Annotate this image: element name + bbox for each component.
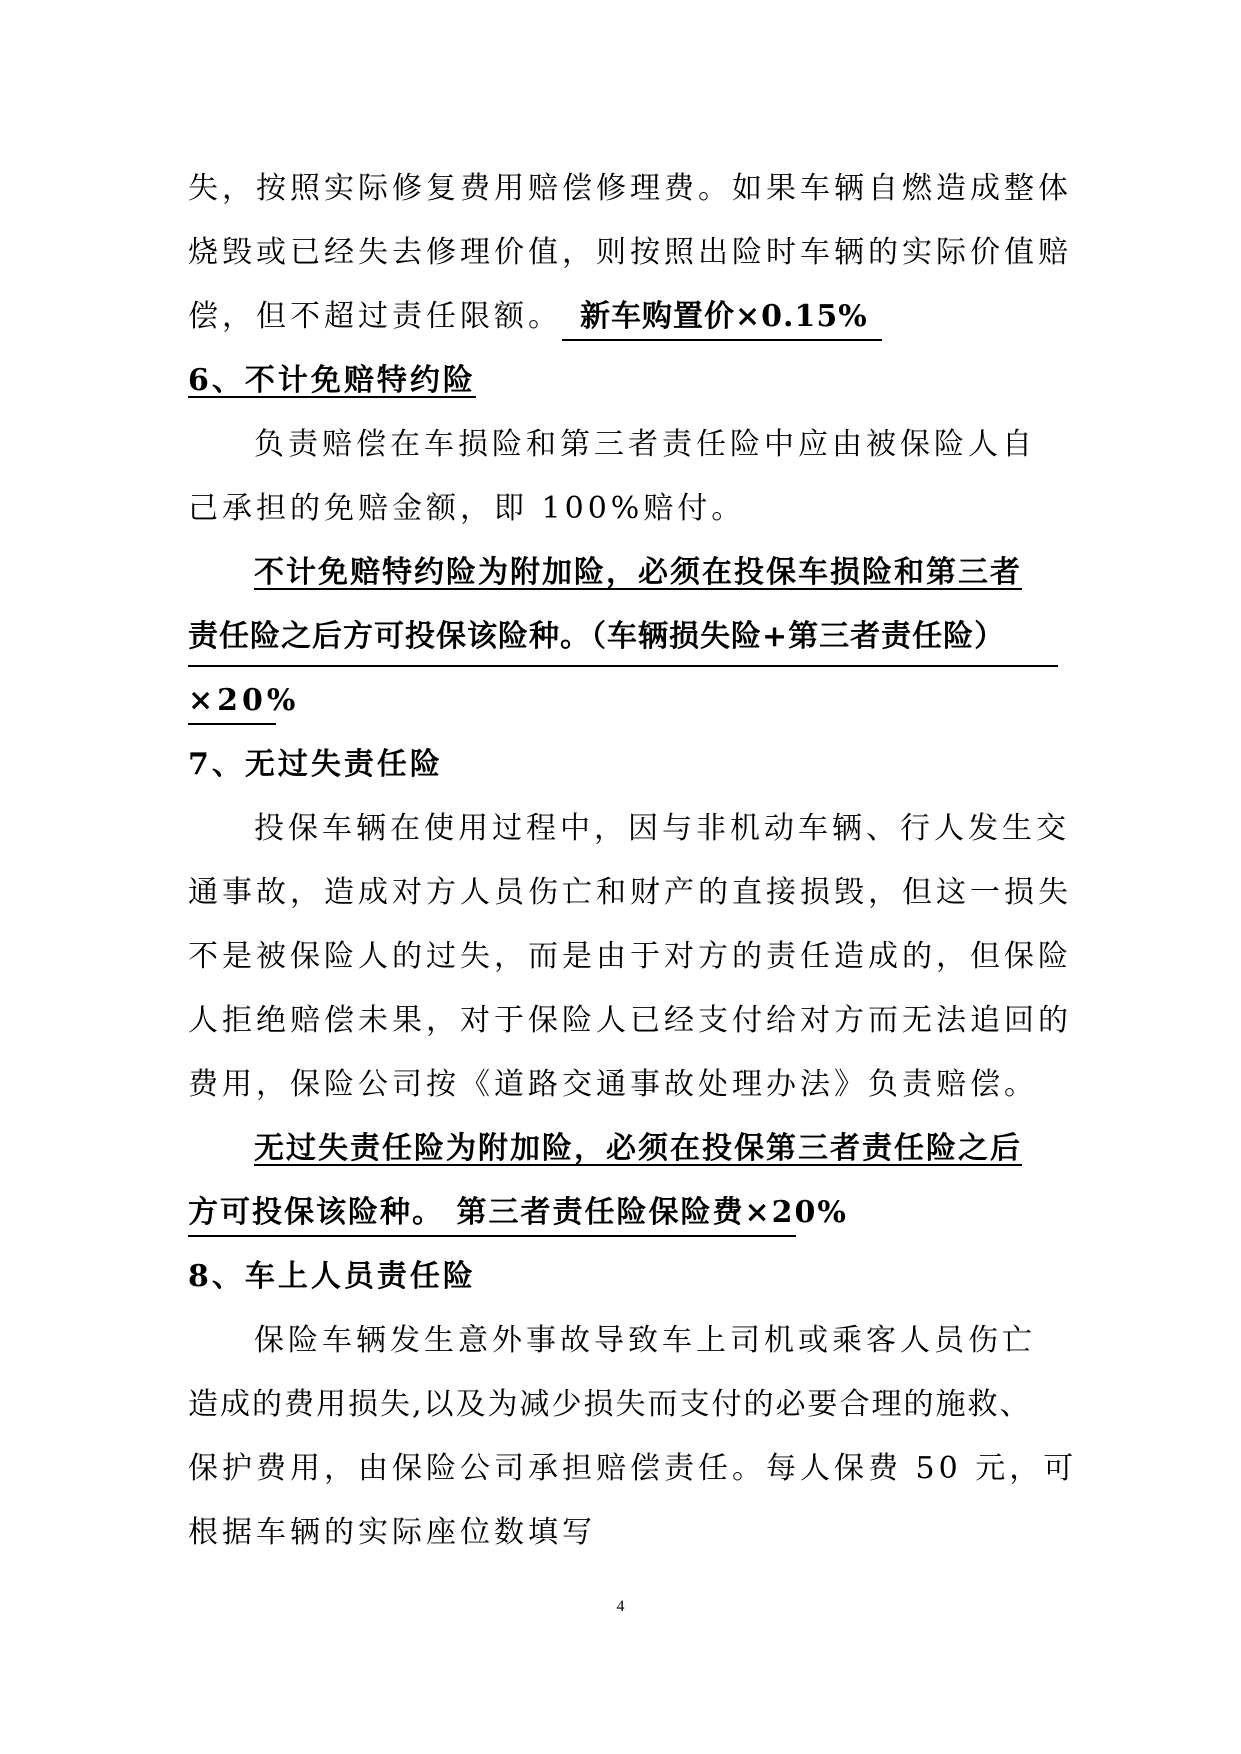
paragraph-line: 烧毁或已经失去修理价值，则按照出险时车辆的实际价值赔 (188, 235, 1072, 270)
section-heading-6 (188, 349, 1058, 413)
document-body (188, 157, 1078, 1565)
section-heading-text: 6、不计免赔特约险 (188, 363, 476, 398)
emphasis-text: 无过失责任险为附加险，必须在投保第三者责任险之后 (254, 1131, 1022, 1166)
paragraph-line: 己承担的免赔金额，即 100%赔付。 (188, 491, 746, 526)
paragraph-line: 造成的费用损失,以及为减少损失而支付的必要合理的施救、 (188, 1387, 1032, 1422)
paragraph-line: 保险车辆发生意外事故导致车上司机或乘客人员伤亡 (254, 1323, 1036, 1358)
emphasis-text: 责任险之后方可投保该险种。（车辆损失险+第三者责任险） (188, 611, 1058, 667)
paragraph-line: 费用，保险公司按《道路交通事故处理办法》负责赔偿。 (188, 1067, 1038, 1102)
section-heading-8: 8、车上人员责任险 (188, 1259, 476, 1294)
premium-formula: 新车购置价×0.15% (562, 295, 882, 341)
paragraph-line: 负责赔偿在车损险和第三者责任险中应由被保险人自 (254, 427, 1036, 462)
paragraph-line (188, 1181, 1058, 1245)
page-number: 4 (616, 1598, 625, 1615)
paragraph-line: 投保车辆在使用过程中，因与非机动车辆、行人发生交 (254, 811, 1070, 846)
paragraph-line: 保护费用，由保险公司承担赔偿责任。每人保费 50 元，可 (188, 1451, 1078, 1486)
paragraph-line (188, 285, 1058, 349)
paragraph-line (188, 669, 1058, 733)
paragraph-line: 根据车辆的实际座位数填写 (188, 1515, 596, 1550)
paragraph-line (188, 605, 1058, 669)
emphasis-text: 不计免赔特约险为附加险，必须在投保车损险和第三者 (254, 555, 1022, 590)
paragraph-line (188, 1117, 1058, 1181)
paragraph-line: 人拒绝赔偿未果，对于保险人已经支付给对方而无法追回的 (188, 1003, 1072, 1038)
paragraph-line: 通事故，造成对方人员伤亡和财产的直接损毁，但这一损失 (188, 875, 1072, 910)
paragraph-line (188, 541, 1058, 605)
paragraph-line: 不是被保险人的过失，而是由于对方的责任造成的，但保险 (188, 939, 1072, 974)
section-heading-7: 7、无过失责任险 (188, 747, 443, 782)
emphasis-text: 方可投保该险种。 第三者责任险保险费×20% (188, 1191, 796, 1237)
paragraph-line: 失，按照实际修复费用赔偿修理费。如果车辆自燃造成整体 (188, 171, 1072, 206)
paragraph-text: 偿，但不超过责任限额。 (188, 299, 562, 334)
premium-formula: ×20% (188, 679, 276, 725)
